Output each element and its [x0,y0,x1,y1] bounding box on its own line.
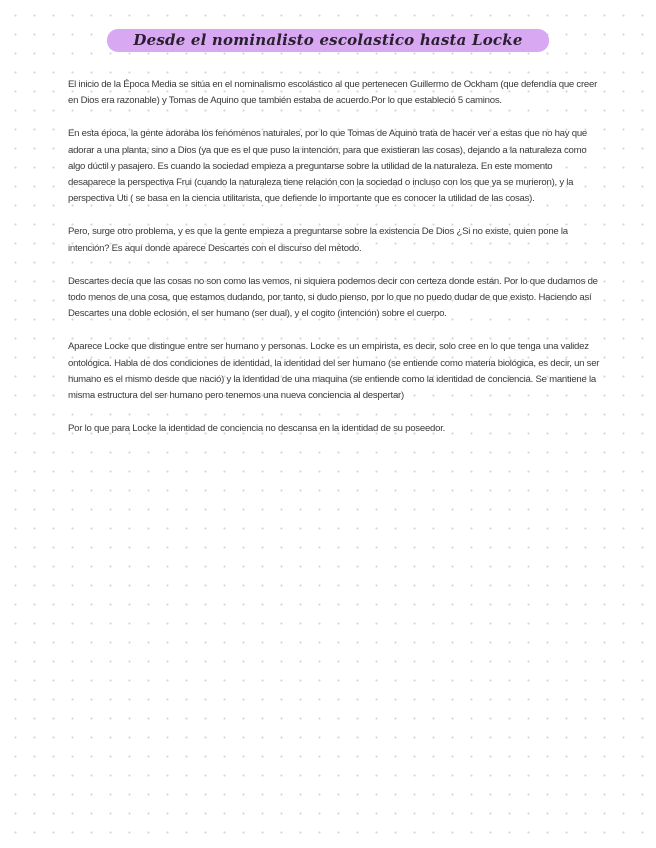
paragraph-ockham-aquino: El inicio de la Época Media se sitúa en el nominalismo escolástico al que pertenecen Guillermo de Ockham (que defendía que creer en Dios era razonable) y Tomas de Aquino que también estaba de acuerdo.Por lo que estableció 5 caminos. [68,79,598,107]
document-title: Desde el nominalisto escolastico hasta Locke [107,29,548,52]
paragraph-descartes: Descartes decía que las cosas no son como las vemos, ni siquiera podemos decir con certeza donde están. Por lo que dudamos de todo menos de una cosa, que estamos dudando, por tanto, si dudo pienso, por lo que no puedo dudar de que existo. Haciendo así Descartes una doble eclosión, el ser humano (ser dual), y el cogito (intención) sobre el cuerpo. [68,275,598,320]
paragraph-locke: Aparece Locke que distingue entre ser humano y personas. Locke es un empirista, es decir, solo cree en lo que tenga una validez ontológica. Habla de dos condiciones de identidad, la identidad del ser humano (se entiende como materia biológica, es decir, un ser humano es el mismo desde que nació) y la identidad de una maquina (se entiende como la identidad de conciencia. Se mantiene la misma estructura del ser humano pero tenemos una nueva conciencia al despertar) [68,341,600,402]
title-container [0,29,656,52]
paragraph-conclusion: Por lo que para Locke la identidad de conciencia no descansa en la identidad de su poseedor. [68,423,446,435]
paragraph-existencia-dios: Pero, surge otro problema, y es que la gente empieza a preguntarse sobre la existencia De Dios ¿Si no existe, quien pone la intención? Es aquí donde aparece Descartes con el discurso del método. [68,226,568,254]
document-body [68,77,600,454]
paragraph-naturaleza: En esta época, la gente adoraba los fenómenos naturales, por lo que Tomas de Aquino trata de hacer ver a estas que no hay que adorar a una planta, sino a Dios (ya que es el que puso la intención, para que existieran las cosas), dejando a la naturaleza como algo dúctil y pasajero. Es cuando la sociedad empieza a preguntarse sobre la utilidad de la naturaleza. En este momento desaparece la perspectiva Frui (cuando la naturaleza tiene relación con la sociedad o incluso con los que ya se murieron), y la perspectiva Uti ( se basa en la ciencia utilitarista, que defiende lo importante que es conocer la utilidad de las cosas). [68,128,587,205]
